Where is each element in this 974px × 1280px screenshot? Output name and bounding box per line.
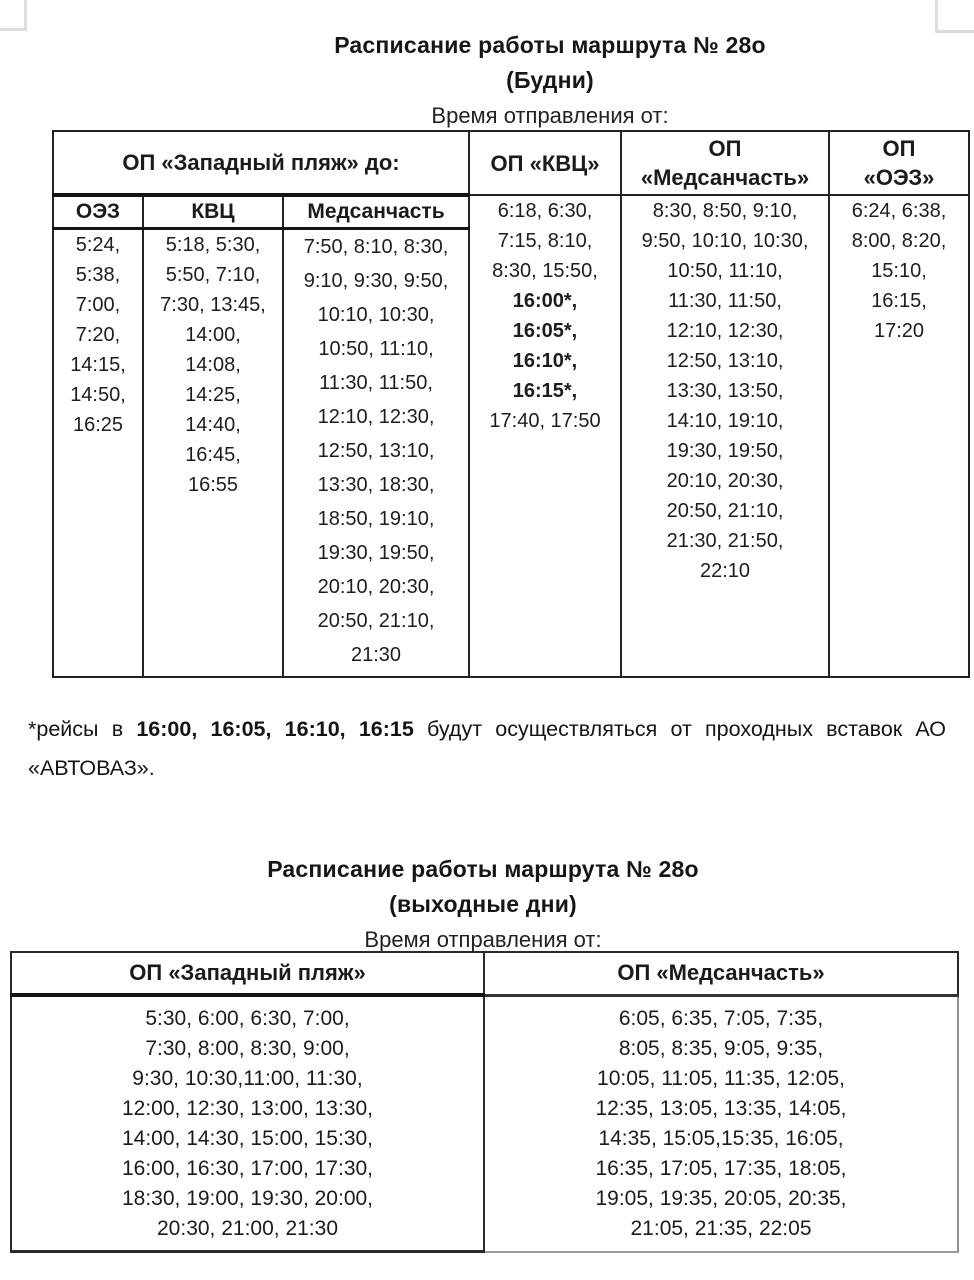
time-line: 6:05, 6:35, 7:05, 7:35, <box>618 1006 824 1030</box>
time-line: 19:30, 19:50, <box>317 542 435 564</box>
weekend-title: Расписание работы маршрута № 28о <box>267 856 699 882</box>
time-line: 14:08, <box>185 354 241 376</box>
time-line: 8:30, 8:50, 9:10, <box>652 200 798 222</box>
time-line: 13:30, 13:50, <box>666 380 784 402</box>
weekday-schedule-table <box>52 130 970 678</box>
subcol-header-med: Медсанчасть <box>283 195 469 229</box>
weekend-header-row <box>11 952 958 995</box>
time-line: 16:55 <box>187 474 239 496</box>
time-line: 20:10, 20:30, <box>666 470 784 492</box>
time-line: 8:30, 15:50, <box>492 260 598 282</box>
time-line: 14:10, 19:10, <box>666 410 784 432</box>
times-from-kvc <box>469 195 621 677</box>
time-line: 7:30, 13:45, <box>160 294 266 316</box>
time-line: 12:50, 13:10, <box>317 440 435 462</box>
time-line: ОП «КВЦ» <box>490 150 600 176</box>
col-header-west-beach: ОП «Западный пляж» <box>11 952 484 995</box>
time-line: ОП <box>708 136 742 161</box>
times-to-med <box>283 229 469 677</box>
time-line: 7:20, <box>75 324 121 346</box>
weekend-schedule-table <box>10 951 959 1253</box>
time-line: 5:30, 6:00, 6:30, 7:00, <box>145 1007 350 1030</box>
time-line: 9:30, 10:30,11:00, 11:30, <box>132 1067 363 1090</box>
time-line: 5:38, <box>75 264 121 286</box>
times-from-oez <box>829 195 969 677</box>
time-line: 16:05*, <box>512 320 578 342</box>
time-line: 10:50, 11:10, <box>667 260 783 282</box>
time-line: 20:50, 21:10, <box>317 610 435 632</box>
time-line: 9:10, 9:30, 9:50, <box>303 270 449 292</box>
col-header-med: ОП «Медсанчасть» <box>484 952 958 995</box>
time-line: 21:30, 21:50, <box>666 530 784 552</box>
times-to-kvc <box>143 229 283 677</box>
footnote-suffix: будут осуществляться от проходных вставок АО «АВТОВАЗ». <box>28 717 946 780</box>
time-line: 5:50, 7:10, <box>165 264 261 286</box>
weekday-subtitle: (Будни) <box>506 67 594 93</box>
time-line: 19:05, 19:35, 20:05, 20:35, <box>595 1186 847 1210</box>
time-line: 6:18, 6:30, <box>497 200 593 222</box>
time-line: 5:24, <box>75 234 121 256</box>
page-corner-mark-left <box>0 0 27 31</box>
time-line: 8:05, 8:35, 9:05, 9:35, <box>618 1036 824 1060</box>
time-line: 16:15, <box>871 290 927 312</box>
time-line: 10:10, 10:30, <box>317 304 435 326</box>
weekday-header <box>130 28 970 132</box>
time-line: 9:50, 10:10, 10:30, <box>641 230 809 252</box>
time-line: «ОЭЗ» <box>863 165 935 190</box>
time-line: 19:30, 19:50, <box>666 440 784 462</box>
weekend-data-row <box>11 995 958 1252</box>
time-line: 12:00, 12:30, 13:00, 13:30, <box>121 1097 374 1120</box>
time-line: 15:10, <box>871 260 927 282</box>
weekend-header <box>0 852 966 956</box>
time-line: 7:50, 8:10, 8:30, <box>303 236 449 258</box>
time-line: 14:15, <box>70 354 126 376</box>
times-from-med <box>621 195 829 677</box>
footnote <box>28 710 946 788</box>
time-line: 18:30, 19:00, 19:30, 20:00, <box>121 1187 374 1210</box>
time-line: 8:00, 8:20, <box>851 230 947 252</box>
time-line: 22:10 <box>699 560 751 582</box>
time-line: 7:15, 8:10, <box>497 230 593 252</box>
time-line: 5:18, 5:30, <box>165 234 261 256</box>
times-from-med-weekend <box>484 995 958 1252</box>
time-line: 16:00*, <box>512 290 578 312</box>
time-line: 11:30, 11:50, <box>319 372 433 394</box>
weekday-title: Расписание работы маршрута № 28о <box>334 32 766 58</box>
times-from-west-beach <box>11 995 484 1252</box>
time-line: 16:00, 16:30, 17:00, 17:30, <box>121 1157 374 1180</box>
weekday-departure-label: Время отправления от: <box>431 103 669 128</box>
col-header-from-oez <box>829 131 969 195</box>
time-line: 20:10, 20:30, <box>317 576 435 598</box>
time-line: 12:10, 12:30, <box>317 406 435 428</box>
time-line: 16:25 <box>72 414 124 436</box>
time-line: 20:30, 21:00, 21:30 <box>157 1217 338 1240</box>
time-line: 14:40, <box>185 414 241 436</box>
time-line: 17:40, 17:50 <box>489 410 601 432</box>
footnote-prefix: *рейсы в <box>28 717 137 741</box>
time-line: 13:30, 18:30, <box>317 474 435 496</box>
time-line: 17:20 <box>873 320 925 342</box>
time-line: 11:30, 11:50, <box>668 290 782 312</box>
subcol-header-kvc: КВЦ <box>143 195 283 229</box>
time-line: 16:15*, <box>512 380 578 402</box>
weekend-subtitle: (выходные дни) <box>389 891 577 917</box>
time-line: 16:45, <box>185 444 241 466</box>
time-line: 14:35, 15:05,15:35, 16:05, <box>598 1126 844 1150</box>
time-line: «Медсанчасть» <box>640 165 810 190</box>
time-line: 7:30, 8:00, 8:30, 9:00, <box>145 1037 350 1060</box>
time-line: 20:50, 21:10, <box>666 500 784 522</box>
time-line: ОП <box>882 136 916 161</box>
time-line: 21:30 <box>350 644 402 666</box>
time-line: 18:50, 19:10, <box>317 508 435 530</box>
col-header-west-beach-to: ОП «Западный пляж» до: <box>53 131 469 195</box>
time-line: 14:25, <box>185 384 241 406</box>
time-line: 21:05, 21:35, 22:05 <box>630 1216 812 1240</box>
weekday-header-row <box>53 131 969 195</box>
time-line: 16:10*, <box>512 350 578 372</box>
time-line: 12:10, 12:30, <box>666 320 784 342</box>
time-line: 7:00, <box>75 294 121 316</box>
col-header-from-kvc <box>469 131 621 195</box>
times-to-oez <box>53 229 143 677</box>
time-line: 14:00, 14:30, 15:00, 15:30, <box>121 1127 374 1150</box>
weekend-departure-label: Время отправления от: <box>364 927 602 952</box>
time-line: 12:35, 13:05, 13:35, 14:05, <box>595 1096 847 1120</box>
subcol-header-oez: ОЭЗ <box>53 195 143 229</box>
time-line: 14:50, <box>70 384 126 406</box>
time-line: 12:50, 13:10, <box>666 350 784 372</box>
weekday-subheader-row <box>53 195 969 229</box>
time-line: 16:35, 17:05, 17:35, 18:05, <box>595 1156 847 1180</box>
time-line: 10:05, 11:05, 11:35, 12:05, <box>597 1066 845 1090</box>
time-line: 14:00, <box>185 324 241 346</box>
time-line: 10:50, 11:10, <box>318 338 434 360</box>
col-header-from-med <box>621 131 829 195</box>
footnote-bold-times: 16:00, 16:05, 16:10, 16:15 <box>136 717 414 741</box>
time-line: 6:24, 6:38, <box>851 200 947 222</box>
